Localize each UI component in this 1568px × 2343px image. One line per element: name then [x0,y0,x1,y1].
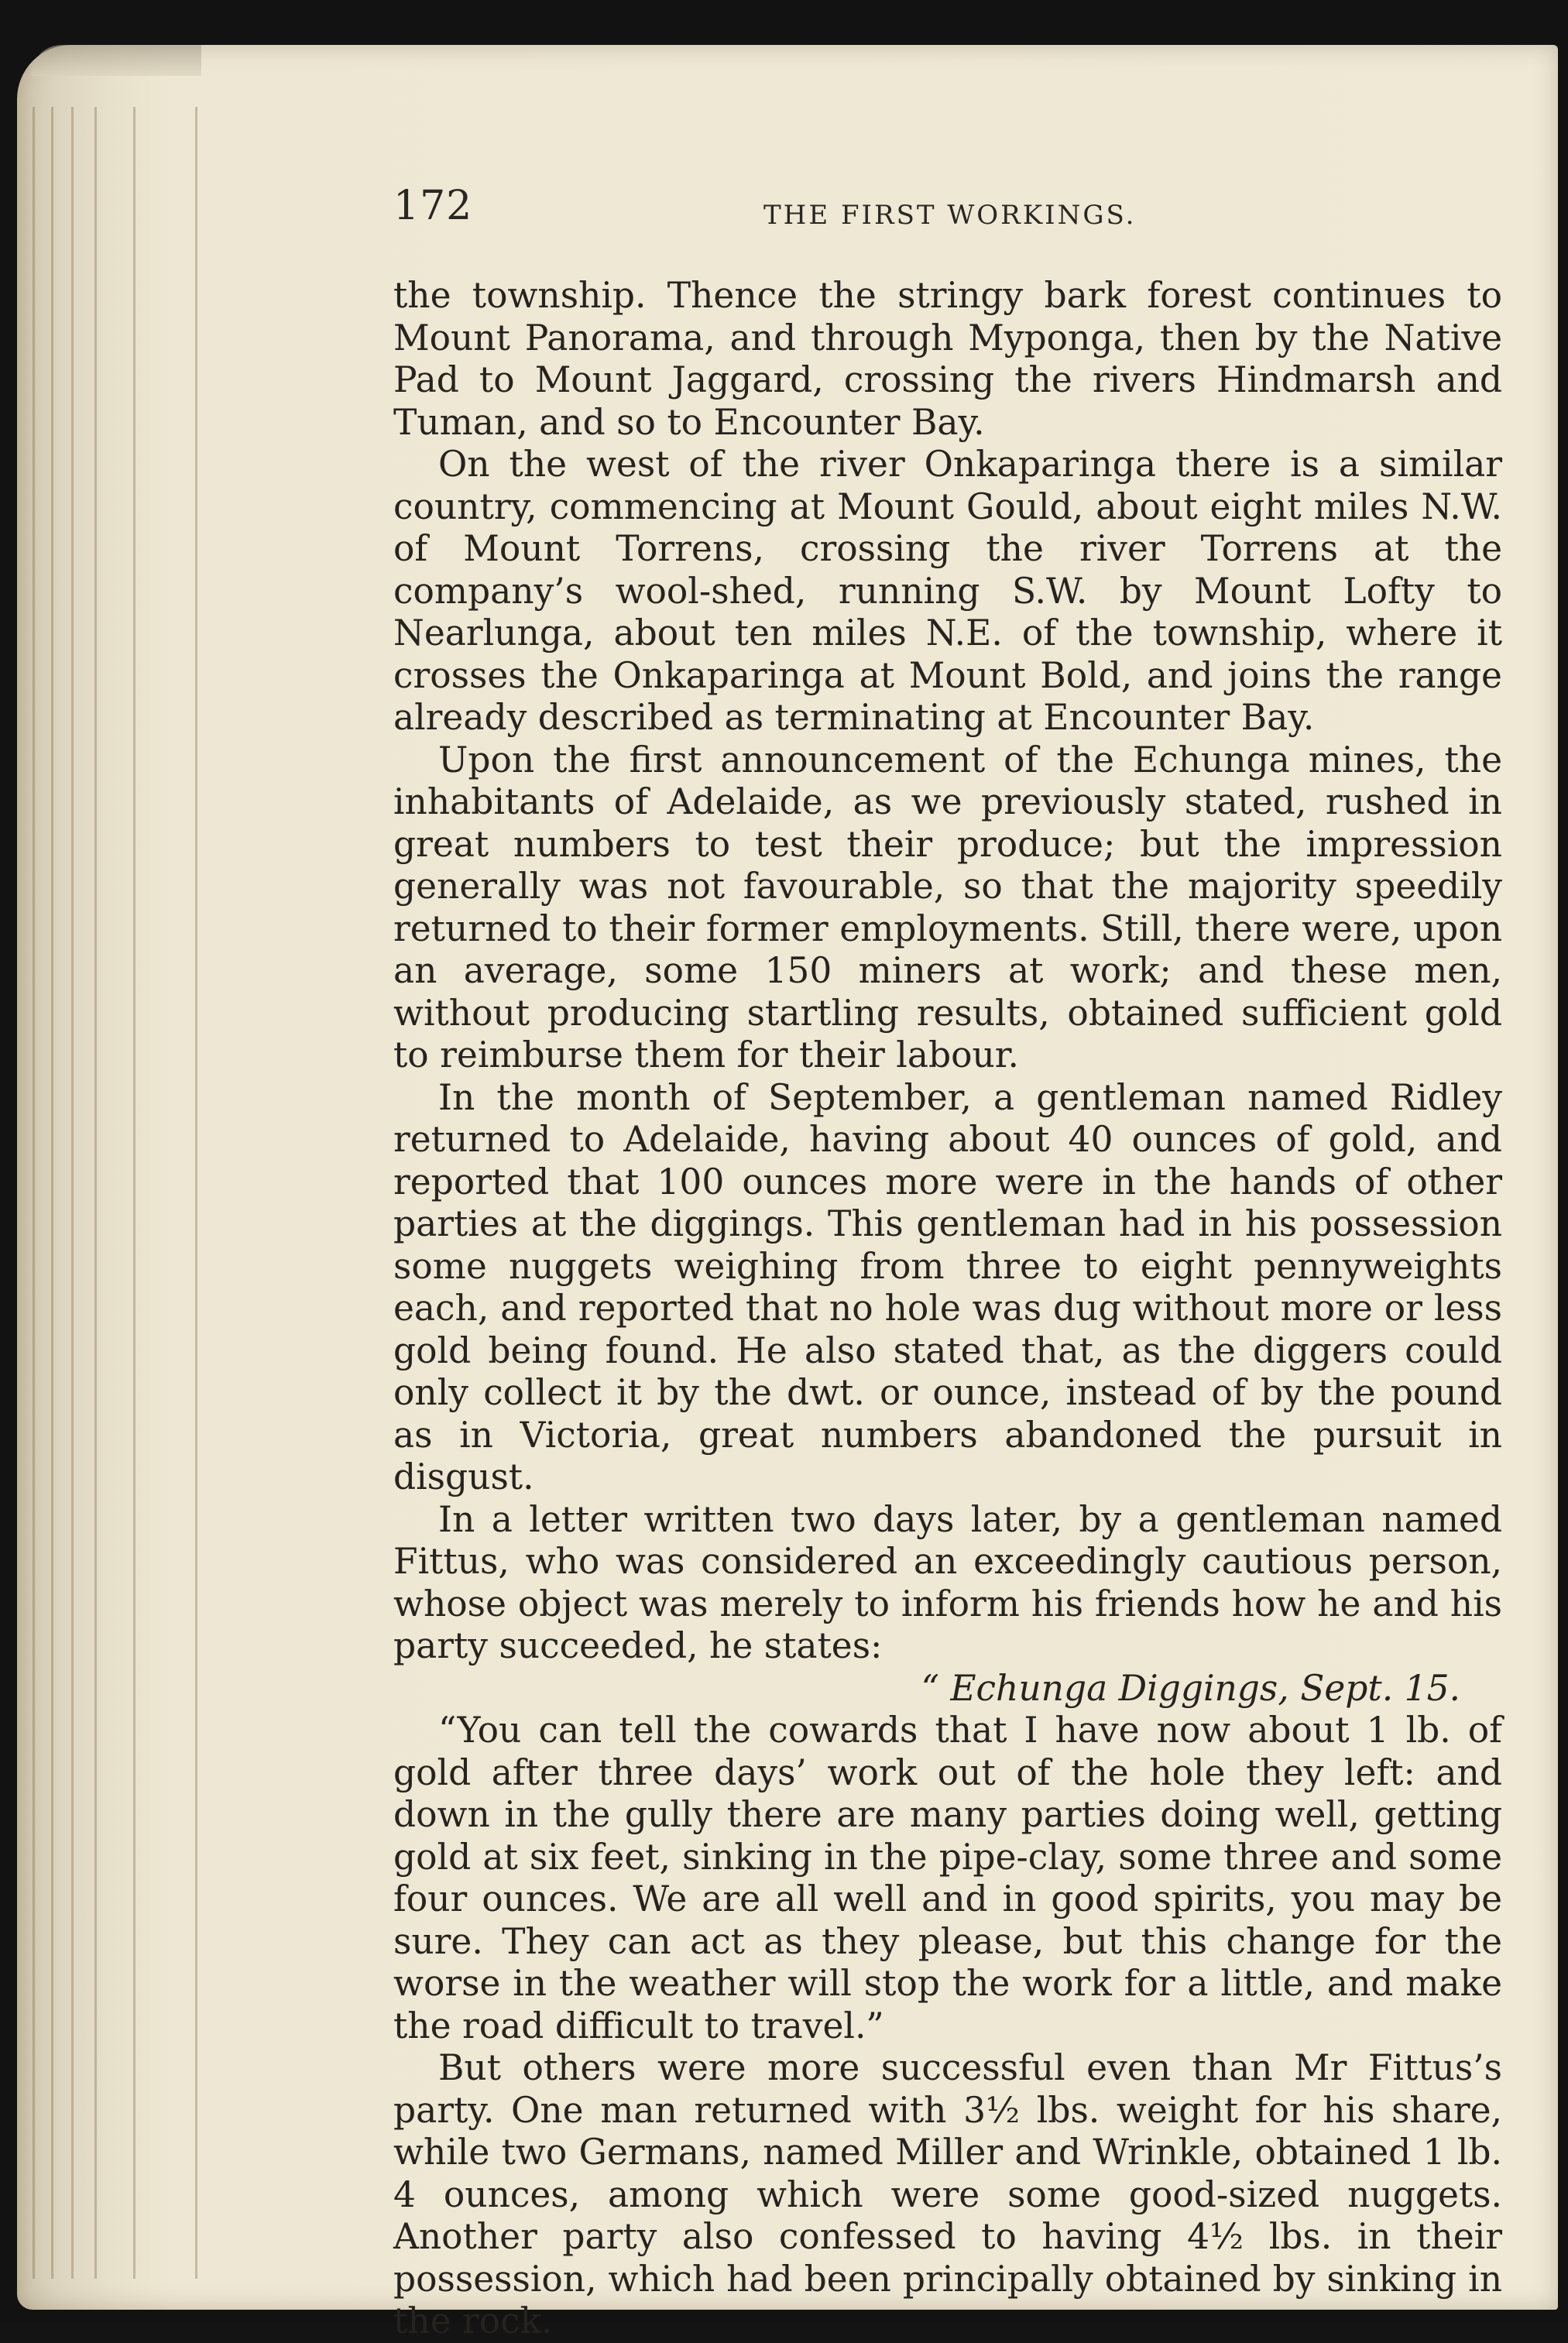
page-edge-line [195,107,197,2279]
paragraph: In a letter written two days later, by a gentleman named Fittus, who was considered an exceedingly cautious person, whose object was merely to inform his friends how he and his party succeeded, he states: [393,1498,1502,1666]
quoted-letter: “You can tell the cowards that I have now about 1 lb. of gold after three days’ work out of the hole they left: and down in the gully there are many parties doing well, getting gold at six feet, sinking in the pipe-clay, some three and some four ounces. We are all well and in good spirits, you may be sure. They can act as they please, but this change for the worse in the weather will stop the work for a little, and make the road difficult to travel.” [393,1710,1502,2046]
paragraph: Upon the first announcement of the Echunga mines, the inhabitants of Adelaide, as we previously stated, rushed in great numbers to test their produce; but the impression generally was not favourable, so that the majority speedily returned to their former employments. Still, there were, upon an average, some 150 miners at work; and these men, without producing startling results, obtained sufficient gold to reimburse them for their labour. [393,739,1502,1075]
body-text [393,275,1502,2343]
page-header [393,183,1502,237]
paragraph: the township. Thence the stringy bark forest continues to Mount Panorama, and through Myponga, then by the Native Pad to Mount Jaggard, crossing the rivers Hindmarsh and Tuman, and so to Encounter Bay. [393,275,1502,443]
page-edge-line [133,107,136,2279]
page-edge-line [71,107,74,2279]
page-edge-line [51,107,53,2279]
paragraph: But others were more successful even than Mr Fittus’s party. One man returned with 3½ lbs. weight for his share, while two Germans, named Miller and Wrinkle, obtained 1 lb. 4 ounces, among which were some good-sized nuggets. Another party also confessed to having 4½ lbs. in their possession, which had been principally obtained by sinking in the rock. [393,2047,1502,2341]
page-number: 172 [393,183,473,229]
running-title: THE FIRST WORKINGS. [763,200,1137,231]
paragraph: On the west of the river Onkaparinga there is a similar country, commencing at Mount Gould, about eight miles N.W. of Mount Torrens, crossing the river Torrens at the company’s wool-shed, running S.W. by Mount Lofty to Nearlunga, about ten miles N.E. of the township, where it crosses the Onkaparinga at Mount Bold, and joins the range already described as terminating at Encounter Bay. [393,444,1502,738]
letter-dateline: “ Echunga Diggings, Sept. 15. [921,1667,1460,1709]
page-edge-line [33,107,35,2279]
page-top-shadow [31,45,201,76]
page-edge-line [94,107,97,2279]
paragraph: In the month of September, a gentleman named Ridley returned to Adelaide, having about 40 ounces of gold, and reported that 100 ounces more were in the hands of other parties at the diggings. This gentleman had in his possession some nuggets weighing from three to eight pennyweights each, and reported that no hole was dug without more or less gold being found. He also stated that, as the diggers could only collect it by the dwt. or ounce, instead of by the pound as in Victoria, great numbers abandoned the pursuit in disgust. [393,1076,1502,1497]
